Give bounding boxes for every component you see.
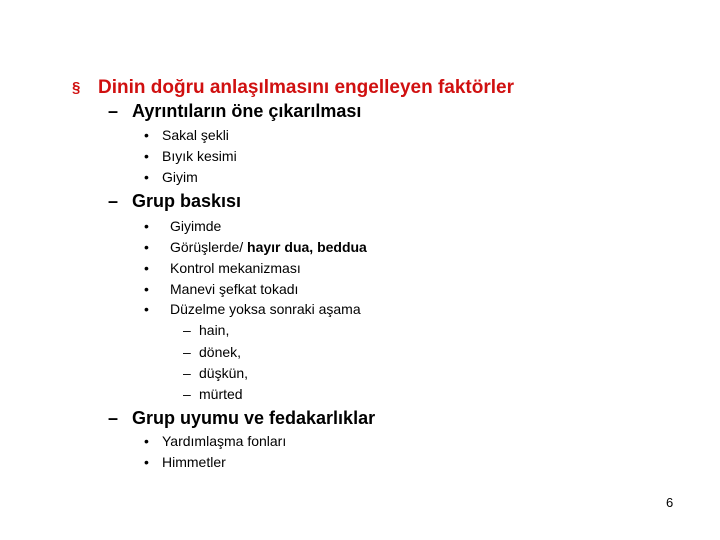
section-title-text: Ayrıntıların öne çıkarılması [132, 101, 362, 121]
list-item-text-regular: Görüşlerde/ [170, 239, 244, 255]
list-item-text [170, 237, 367, 257]
dot-bullet: • [144, 454, 149, 470]
dot-bullet: • [144, 281, 149, 297]
dot-bullet: • [144, 260, 149, 276]
dot-bullet: • [144, 148, 149, 164]
dash-bullet: – [108, 191, 119, 211]
dot-bullet: • [144, 433, 149, 449]
heading-text: Dinin doğru anlaşılmasını engelleyen faktörler [98, 77, 514, 98]
list-item-text: Düzelme yoksa sonraki aşama [170, 301, 361, 317]
list-item-text: Himmetler [162, 454, 226, 470]
dot-bullet: • [144, 218, 149, 234]
sub-list-item-text: mürted [199, 386, 243, 402]
dot-bullet: • [144, 239, 149, 255]
sub-list-item-text: düşkün, [199, 365, 249, 381]
dot-bullet: • [144, 301, 149, 317]
sub-list-item-text: hain, [199, 322, 230, 338]
list-item-text: Giyim [162, 169, 198, 185]
list-item-text: Kontrol mekanizması [170, 260, 301, 276]
dash-bullet: – [183, 386, 191, 402]
dash-bullet: – [108, 101, 119, 121]
list-item-text: Sakal şekli [162, 127, 229, 143]
list-item-text: Yardımlaşma fonları [162, 433, 287, 449]
dash-bullet: – [183, 365, 191, 381]
section-title-text: Grup uyumu ve fedakarlıklar [132, 408, 376, 428]
sub-list-item-text: dönek, [199, 344, 242, 360]
list-item-text: Bıyık kesimi [162, 148, 237, 164]
page-number: 6 [666, 495, 674, 510]
dot-bullet: • [144, 127, 149, 143]
dash-bullet: – [183, 344, 191, 360]
list-item-text: Manevi şefkat tokadı [170, 281, 299, 297]
dot-bullet: • [144, 169, 149, 185]
list-item-text-bold: hayır dua, beddua [247, 239, 367, 255]
list-item-text: Giyimde [170, 218, 222, 234]
square-bullet-icon: § [72, 79, 81, 96]
dash-bullet: – [108, 408, 119, 428]
section-title-text: Grup baskısı [132, 191, 242, 211]
dash-bullet: – [183, 322, 191, 338]
